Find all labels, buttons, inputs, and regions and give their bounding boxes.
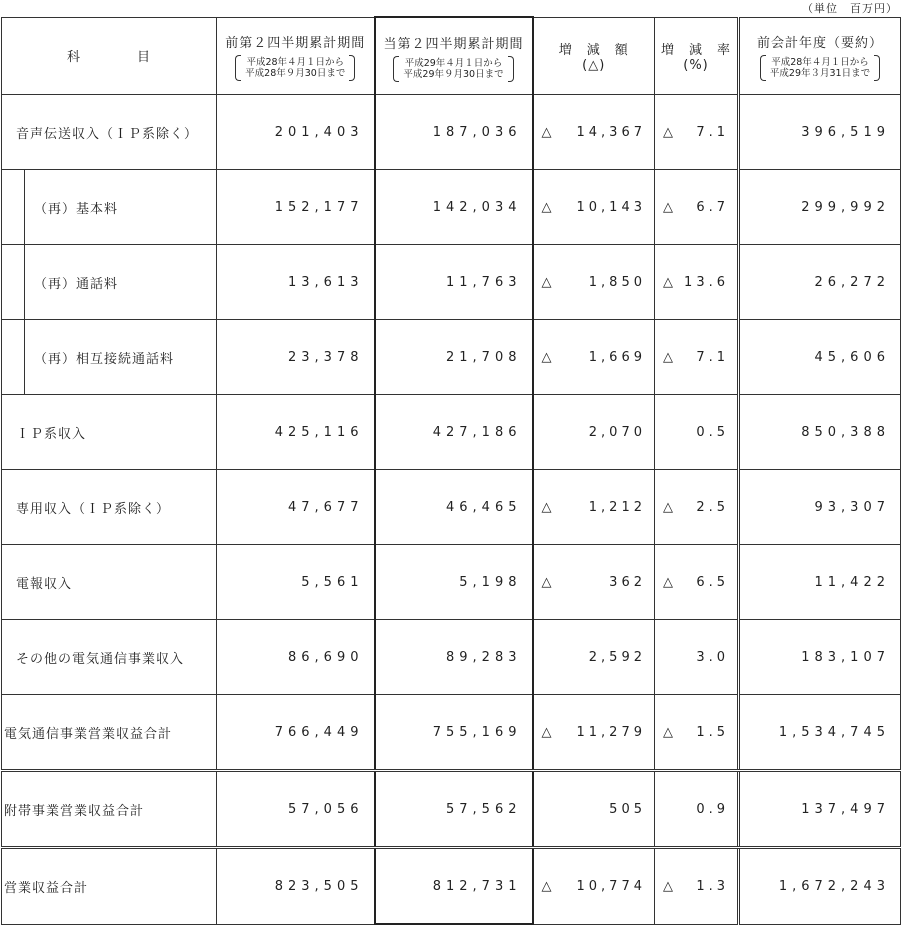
cell-change	[533, 170, 655, 245]
row-label: 専用収入（ＩＰ系除く）	[2, 470, 217, 545]
cell-change	[533, 95, 655, 170]
rate-sign: △	[663, 199, 677, 215]
header-curr-q2-range	[393, 58, 513, 80]
cell-rate	[655, 695, 739, 771]
change-sign: △	[541, 349, 556, 365]
cell-prev-year: 850,388	[739, 395, 901, 470]
cell-curr-q2: 812,731	[375, 848, 533, 925]
rate-sign: △	[663, 274, 677, 290]
table-row	[2, 771, 901, 848]
cell-change	[533, 771, 655, 848]
change-sign: △	[541, 499, 556, 515]
cell-curr-q2: 755,169	[375, 695, 533, 771]
cell-curr-q2: 89,283	[375, 620, 533, 695]
rate-sign: △	[663, 574, 677, 590]
header-prev-year-range-to: 平成29年３月31日まで	[769, 68, 871, 80]
rate-value: 3.0	[696, 649, 729, 665]
change-sign: △	[541, 574, 556, 590]
cell-change	[533, 395, 655, 470]
cell-prev-year: 1,534,745	[739, 695, 901, 771]
cell-prev-q2: 5,561	[217, 545, 375, 620]
rate-sign: △	[663, 499, 677, 515]
cell-prev-q2: 823,505	[217, 848, 375, 925]
table-row	[2, 320, 901, 395]
rate-value: 0.5	[696, 424, 729, 440]
rate-value: 7.1	[696, 349, 729, 365]
header-prev-year-title: 前会計年度（要約）	[756, 36, 883, 52]
row-label: （再）通話料	[2, 245, 217, 320]
table-row	[2, 695, 901, 771]
header-prev-q2-range	[235, 57, 355, 79]
cell-prev-year: 183,107	[739, 620, 901, 695]
rate-value: 1.3	[696, 878, 729, 894]
cell-rate	[655, 470, 739, 545]
change-sign: △	[541, 124, 556, 140]
row-label: 附帯事業営業収益合計	[2, 771, 217, 848]
cell-change	[533, 695, 655, 771]
header-subject-label: 科 目	[66, 50, 151, 66]
row-label: 電気通信事業営業収益合計	[2, 695, 217, 771]
table-row	[2, 470, 901, 545]
cell-prev-q2: 766,449	[217, 695, 375, 771]
cell-change	[533, 245, 655, 320]
cell-rate	[655, 848, 739, 925]
cell-prev-q2: 86,690	[217, 620, 375, 695]
cell-change	[533, 848, 655, 925]
header-prev-year	[739, 17, 901, 95]
row-label: 電報収入	[2, 545, 217, 620]
cell-change	[533, 545, 655, 620]
cell-prev-q2: 13,613	[217, 245, 375, 320]
cell-prev-year: 137,497	[739, 771, 901, 848]
header-curr-q2	[375, 17, 533, 95]
change-value: 505	[609, 801, 646, 817]
header-rate	[655, 17, 739, 95]
rate-value: 1.5	[696, 724, 729, 740]
cell-prev-year: 26,272	[739, 245, 901, 320]
header-prev-year-range-from: 平成28年４月１日から	[771, 57, 869, 69]
change-sign: △	[541, 274, 556, 290]
cell-curr-q2: 21,708	[375, 320, 533, 395]
cell-curr-q2: 46,465	[375, 470, 533, 545]
cell-prev-q2: 47,677	[217, 470, 375, 545]
cell-rate	[655, 95, 739, 170]
row-label: （再）相互接続通話料	[2, 320, 217, 395]
rate-value: 13.6	[684, 274, 729, 290]
header-change	[533, 17, 655, 95]
header-prev-q2-title: 前第２四半期累計期間	[225, 36, 366, 52]
row-label: ＩＰ系収入	[2, 395, 217, 470]
rate-sign: △	[663, 349, 677, 365]
table-row	[2, 170, 901, 245]
header-prev-q2	[217, 17, 375, 95]
table-row	[2, 395, 901, 470]
change-value: 2,070	[588, 424, 646, 440]
cell-curr-q2: 142,034	[375, 170, 533, 245]
cell-curr-q2: 187,036	[375, 95, 533, 170]
unit-note: （単位 百万円）	[802, 2, 898, 15]
rate-sign: △	[663, 724, 677, 740]
header-row	[2, 17, 901, 95]
cell-prev-year: 396,519	[739, 95, 901, 170]
rate-value: 6.7	[696, 199, 729, 215]
change-value: 14,367	[576, 124, 646, 140]
header-rate-title: 増 減 率	[660, 42, 731, 58]
cell-rate	[655, 545, 739, 620]
cell-prev-year: 93,307	[739, 470, 901, 545]
rate-value: 6.5	[696, 574, 729, 590]
cell-rate	[655, 771, 739, 848]
cell-curr-q2: 427,186	[375, 395, 533, 470]
cell-rate	[655, 170, 739, 245]
rate-sign: △	[663, 878, 677, 894]
cell-rate	[655, 395, 739, 470]
change-value: 2,592	[588, 649, 646, 665]
cell-change	[533, 320, 655, 395]
table-row	[2, 545, 901, 620]
rate-value: 7.1	[696, 124, 729, 140]
change-value: 1,669	[588, 349, 646, 365]
table-row	[2, 848, 901, 925]
rate-value: 0.9	[696, 801, 729, 817]
cell-prev-q2: 57,056	[217, 771, 375, 848]
rate-value: 2.5	[696, 499, 729, 515]
table-row	[2, 245, 901, 320]
header-subject	[2, 17, 217, 95]
change-sign: △	[541, 724, 556, 740]
cell-change	[533, 620, 655, 695]
cell-prev-year: 299,992	[739, 170, 901, 245]
cell-rate	[655, 320, 739, 395]
header-change-sub: (△)	[582, 57, 606, 73]
cell-curr-q2: 57,562	[375, 771, 533, 848]
cell-prev-year: 1,672,243	[739, 848, 901, 925]
cell-prev-year: 11,422	[739, 545, 901, 620]
change-value: 10,143	[576, 199, 646, 215]
cell-prev-q2: 201,403	[217, 95, 375, 170]
header-rate-sub: (%)	[683, 57, 709, 73]
change-sign: △	[541, 878, 556, 894]
table-row	[2, 620, 901, 695]
cell-curr-q2: 11,763	[375, 245, 533, 320]
header-prev-year-range	[760, 57, 880, 79]
row-label: その他の電気通信事業収入	[2, 620, 217, 695]
row-label: 音声伝送収入（ＩＰ系除く）	[2, 95, 217, 170]
change-value: 1,850	[588, 274, 646, 290]
revenue-table	[1, 16, 901, 925]
cell-change	[533, 470, 655, 545]
cell-prev-q2: 23,378	[217, 320, 375, 395]
change-value: 362	[609, 574, 646, 590]
table-body	[2, 95, 901, 925]
table-row	[2, 95, 901, 170]
change-value: 11,279	[576, 724, 646, 740]
rate-sign: △	[663, 124, 677, 140]
cell-rate	[655, 245, 739, 320]
header-prev-q2-range-to: 平成28年９月30日まで	[245, 68, 346, 80]
header-curr-q2-range-to: 平成29年９月30日まで	[403, 68, 504, 80]
cell-prev-year: 45,606	[739, 320, 901, 395]
change-value: 1,212	[588, 499, 646, 515]
header-curr-q2-range-from: 平成29年４月１日から	[404, 57, 503, 69]
header-prev-q2-range-from: 平成28年４月１日から	[246, 57, 345, 69]
row-label: （再）基本料	[2, 170, 217, 245]
change-value: 10,774	[576, 878, 646, 894]
cell-rate	[655, 620, 739, 695]
change-sign: △	[541, 199, 556, 215]
row-label: 営業収益合計	[2, 848, 217, 925]
header-change-title: 増 減 額	[558, 42, 629, 58]
cell-prev-q2: 152,177	[217, 170, 375, 245]
cell-prev-q2: 425,116	[217, 395, 375, 470]
cell-curr-q2: 5,198	[375, 545, 533, 620]
header-curr-q2-title: 当第２四半期累計期間	[383, 36, 524, 52]
